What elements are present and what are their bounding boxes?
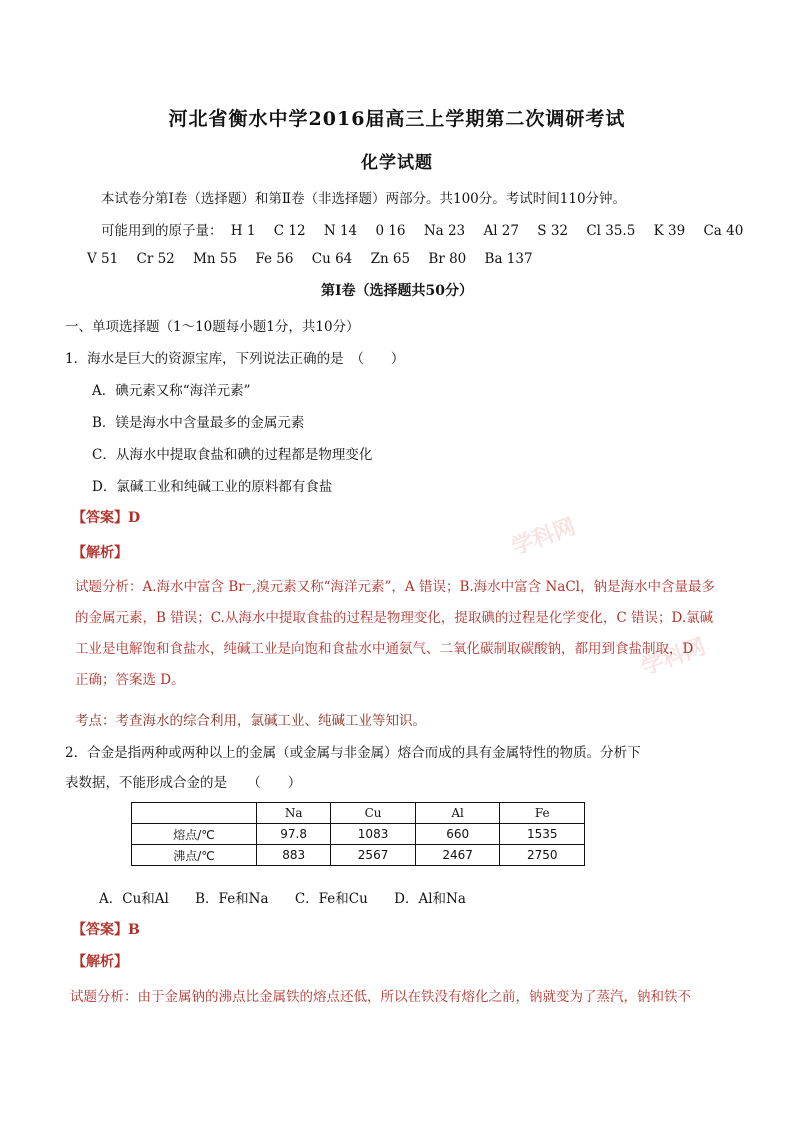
question-2-stem: 2．合金是指两种或两种以上的金属（或金属与非金属）熔合而成的具有金属特性的物质。分析下 bbox=[65, 745, 641, 761]
intro-line: 本试卷分第Ⅰ卷（选择题）和第Ⅱ卷（非选择题）两部分。共100分。考试时间110分钟。 bbox=[101, 191, 627, 207]
table-header-cell: Na bbox=[257, 803, 331, 824]
question-1-analysis-line: 试题分析：A.海水中富含 Br⁻,溴元素又称“海洋元素”，A 错误；B.海水中富含 NaCl，钠是海水中含量最多 bbox=[75, 579, 715, 595]
atom-weight: N 14 bbox=[323, 223, 358, 239]
atom-weight: Br 80 bbox=[428, 251, 467, 267]
atom-weight: Mn 55 bbox=[193, 251, 238, 267]
atoms-label: 可能用到的原子量： bbox=[101, 223, 223, 239]
atom-weight: Ba 137 bbox=[484, 251, 533, 267]
table-row bbox=[132, 824, 585, 845]
table-cell: 1535 bbox=[500, 824, 585, 845]
question-2-analysis-label: 【解析】 bbox=[72, 954, 128, 970]
atom-weight: V 51 bbox=[87, 251, 119, 267]
table-cell: 883 bbox=[257, 845, 331, 866]
atom-weight: H 1 bbox=[230, 223, 256, 239]
question-1-stem: 1．海水是巨大的资源宝库，下列说法正确的是 （ ） bbox=[65, 351, 405, 367]
table-cell: 97.8 bbox=[257, 824, 331, 845]
atom-weight: K 39 bbox=[653, 223, 686, 239]
part-heading: 一、单项选择题（1～10题每小题1分，共10分） bbox=[65, 319, 360, 335]
question-2-option-c: C．Fe和Cu bbox=[294, 891, 368, 907]
atom-weight: Cu 64 bbox=[311, 251, 353, 267]
atom-weight: Zn 65 bbox=[370, 251, 411, 267]
atom-weight: S 32 bbox=[537, 223, 569, 239]
question-1-analysis-line: 正确；答案选 D。 bbox=[75, 672, 185, 688]
table-cell: 660 bbox=[415, 824, 500, 845]
question-1-answer: 【答案】D bbox=[72, 510, 141, 526]
question-2-stem-cont: 表数据，不能形成合金的是 （ ） bbox=[65, 775, 302, 791]
table-cell bbox=[132, 803, 257, 824]
question-2-answer: 【答案】B bbox=[72, 922, 140, 938]
atoms-row-1 bbox=[101, 219, 757, 239]
question-1-point: 考点：考查海水的综合利用，氯碱工业、纯碱工业等知识。 bbox=[75, 713, 426, 729]
atom-weight: Cl 35.5 bbox=[586, 223, 636, 239]
section-title: 第Ⅰ卷（选择题共50分） bbox=[320, 283, 474, 299]
question-2-analysis-line: 试题分析：由于金属钠的沸点比金属铁的熔点还低，所以在铁没有熔化之前，钠就变为了蒸汽，钠和铁不 bbox=[70, 989, 691, 1005]
table-header-cell: Fe bbox=[500, 803, 585, 824]
exam-title: 河北省衡水中学2016届高三上学期第二次调研考试 bbox=[168, 108, 626, 130]
atom-weight: Fe 56 bbox=[255, 251, 294, 267]
atom-weight: C 12 bbox=[273, 223, 306, 239]
watermark: 学科网 bbox=[638, 634, 709, 681]
question-2-options bbox=[99, 887, 466, 907]
atom-weight: Ca 40 bbox=[703, 223, 744, 239]
table-cell: 2567 bbox=[331, 845, 416, 866]
atom-weight: Na 23 bbox=[423, 223, 466, 239]
atom-weight: Cr 52 bbox=[136, 251, 175, 267]
watermark: 学科网 bbox=[508, 514, 579, 561]
atoms-row-2 bbox=[87, 251, 547, 267]
atom-weight: 0 16 bbox=[375, 223, 406, 239]
question-1-analysis-label: 【解析】 bbox=[72, 545, 128, 561]
table-header-cell: Al bbox=[415, 803, 500, 824]
table-row bbox=[132, 845, 585, 866]
table-cell: 2467 bbox=[415, 845, 500, 866]
question-1-option-b: B．镁是海水中含量最多的金属元素 bbox=[92, 415, 305, 431]
table-header-cell: Cu bbox=[331, 803, 416, 824]
question-2-option-a: A．Cu和Al bbox=[99, 891, 169, 907]
question-1-option-c: C．从海水中提取食盐和碘的过程都是物理变化 bbox=[92, 447, 373, 463]
table-row-label: 沸点/℃ bbox=[132, 845, 257, 866]
question-1-analysis-line: 的金属元素，B 错误；C.从海水中提取食盐的过程是物理变化，提取碘的过程是化学变化，C 错误；D.氯碱 bbox=[75, 610, 714, 626]
table-cell: 2750 bbox=[500, 845, 585, 866]
table-header-row bbox=[132, 803, 585, 824]
question-1-analysis-line: 工业是电解饱和食盐水，纯碱工业是向饱和食盐水中通氨气、二氧化碳制取碳酸钠，都用到食盐制取，D bbox=[75, 641, 694, 657]
question-2-option-d: D．Al和Na bbox=[394, 891, 466, 907]
exam-subtitle: 化学试题 bbox=[361, 153, 433, 173]
metal-properties-table bbox=[131, 802, 585, 866]
question-1-option-a: A．碘元素又称“海洋元素” bbox=[92, 383, 251, 399]
atom-weight: Al 27 bbox=[483, 223, 519, 239]
question-1-option-d: D．氯碱工业和纯碱工业的原料都有食盐 bbox=[92, 479, 333, 495]
table-row-label: 熔点/℃ bbox=[132, 824, 257, 845]
question-2-option-b: B．Fe和Na bbox=[195, 891, 269, 907]
table-cell: 1083 bbox=[331, 824, 416, 845]
